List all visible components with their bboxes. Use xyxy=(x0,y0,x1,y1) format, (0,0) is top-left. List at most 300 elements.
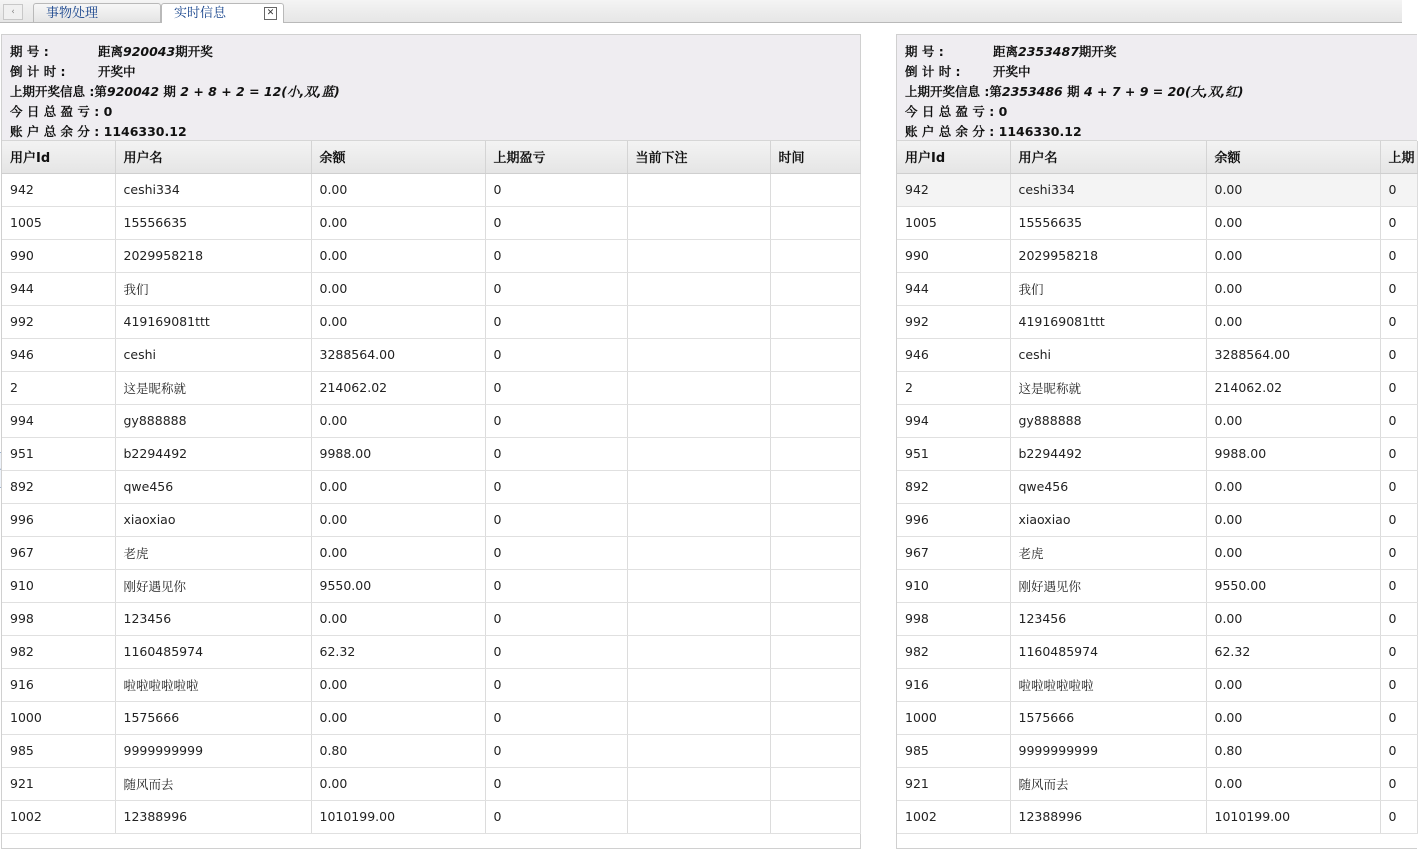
cell-balance: 9550.00 xyxy=(1206,569,1380,602)
cell-last-profit: 0 xyxy=(485,569,627,602)
lottery-panel-right xyxy=(896,34,1417,849)
table-row[interactable] xyxy=(897,668,1417,701)
cell-user-id: 985 xyxy=(897,734,1010,767)
last-draw-row xyxy=(905,82,1417,102)
cell-last-profit: 0 xyxy=(485,635,627,668)
cell-user-id: 982 xyxy=(2,635,115,668)
cell-last-profit: 0 xyxy=(485,338,627,371)
table-row[interactable] xyxy=(897,173,1417,206)
cell-balance: 0.00 xyxy=(311,602,485,635)
cell-last-profit: 0 xyxy=(1380,602,1417,635)
cell-username: 啦啦啦啦啦啦 xyxy=(1010,668,1206,701)
cell-last-profit: 0 xyxy=(485,272,627,305)
cell-time xyxy=(770,734,860,767)
last-draw-mid: 期 xyxy=(1062,84,1084,99)
cell-user-id: 951 xyxy=(897,437,1010,470)
tab-scroll-left-icon[interactable]: ‹ xyxy=(3,4,23,20)
cell-last-profit: 0 xyxy=(485,602,627,635)
countdown-row xyxy=(905,62,1417,82)
cell-time xyxy=(770,404,860,437)
cell-balance: 0.00 xyxy=(1206,503,1380,536)
cell-last-profit: 0 xyxy=(485,371,627,404)
table-row[interactable] xyxy=(2,272,860,305)
table-row[interactable] xyxy=(897,404,1417,437)
cell-user-id: 2 xyxy=(2,371,115,404)
cell-user-id: 2 xyxy=(897,371,1010,404)
period-value: 距离 xyxy=(993,44,1019,59)
cell-user-id: 985 xyxy=(2,734,115,767)
cell-balance: 62.32 xyxy=(311,635,485,668)
cell-current-bet xyxy=(627,305,770,338)
cell-balance: 0.00 xyxy=(1206,767,1380,800)
cell-balance: 9550.00 xyxy=(311,569,485,602)
cell-username: 老虎 xyxy=(115,536,311,569)
cell-username: 刚好遇见你 xyxy=(115,569,311,602)
cell-user-id: 990 xyxy=(2,239,115,272)
cell-balance: 0.00 xyxy=(1206,173,1380,206)
cell-last-profit: 0 xyxy=(485,701,627,734)
cell-balance: 214062.02 xyxy=(1206,371,1380,404)
cell-user-id: 998 xyxy=(2,602,115,635)
cell-username: 123456 xyxy=(1010,602,1206,635)
cell-balance: 0.00 xyxy=(1206,404,1380,437)
cell-last-profit: 0 xyxy=(1380,239,1417,272)
table-row[interactable] xyxy=(2,206,860,239)
cell-user-id: 944 xyxy=(897,272,1010,305)
cell-user-id: 944 xyxy=(2,272,115,305)
cell-user-id: 921 xyxy=(897,767,1010,800)
today-profit-value: 0 xyxy=(103,104,113,119)
column-header-last-profit[interactable]: 上期盈亏 xyxy=(485,141,627,173)
table-row[interactable] xyxy=(2,701,860,734)
cell-time xyxy=(770,173,860,206)
table-row[interactable] xyxy=(897,206,1417,239)
cell-balance: 0.00 xyxy=(1206,536,1380,569)
cell-balance: 0.00 xyxy=(311,404,485,437)
cell-username: 9999999999 xyxy=(1010,734,1206,767)
table-row[interactable] xyxy=(897,338,1417,371)
table-row[interactable] xyxy=(2,437,860,470)
cell-last-profit: 0 xyxy=(485,734,627,767)
last-draw-prefix: 第 xyxy=(989,84,1002,99)
cell-current-bet xyxy=(627,767,770,800)
cell-username: 随风而去 xyxy=(115,767,311,800)
balance-row xyxy=(10,122,860,142)
users-table xyxy=(897,141,1418,834)
table-row[interactable] xyxy=(897,305,1417,338)
table-row[interactable] xyxy=(897,701,1417,734)
cell-username: b2294492 xyxy=(1010,437,1206,470)
column-header-balance[interactable]: 余额 xyxy=(1206,141,1380,173)
balance-row xyxy=(905,122,1417,142)
cell-user-id: 892 xyxy=(2,470,115,503)
tab-realtime-info[interactable] xyxy=(161,3,284,23)
cell-last-profit: 0 xyxy=(1380,668,1417,701)
cell-user-id: 967 xyxy=(897,536,1010,569)
cell-username: gy888888 xyxy=(115,404,311,437)
table-row[interactable] xyxy=(2,635,860,668)
cell-user-id: 1005 xyxy=(2,206,115,239)
cell-current-bet xyxy=(627,206,770,239)
cell-last-profit: 0 xyxy=(1380,404,1417,437)
cell-last-profit: 0 xyxy=(1380,800,1417,833)
draw-info xyxy=(897,35,1417,141)
table-row[interactable] xyxy=(897,635,1417,668)
column-header-user-id[interactable]: 用户Id xyxy=(2,141,115,173)
cell-last-profit: 0 xyxy=(1380,305,1417,338)
last-draw-number: 2353486 xyxy=(1001,84,1063,99)
column-header-balance[interactable]: 余额 xyxy=(311,141,485,173)
period-suffix: 期开奖 xyxy=(175,44,213,59)
table-header-row xyxy=(897,141,1417,173)
table-row[interactable] xyxy=(2,470,860,503)
cell-current-bet xyxy=(627,404,770,437)
cell-user-id: 996 xyxy=(2,503,115,536)
column-header-last-profit[interactable]: 上期 xyxy=(1380,141,1417,173)
cell-time xyxy=(770,569,860,602)
cell-user-id: 1000 xyxy=(2,701,115,734)
cell-user-id: 946 xyxy=(2,338,115,371)
cell-balance: 0.80 xyxy=(311,734,485,767)
cell-time xyxy=(770,338,860,371)
cell-current-bet xyxy=(627,734,770,767)
table-row[interactable] xyxy=(897,569,1417,602)
last-draw-result: 4 + 7 + 9 = 20(大,双,红) xyxy=(1083,84,1244,99)
cell-username: ceshi334 xyxy=(1010,173,1206,206)
cell-user-id: 998 xyxy=(897,602,1010,635)
cell-username: 我们 xyxy=(1010,272,1206,305)
today-profit-label: 今 日 总 盈 亏 : xyxy=(10,104,100,119)
balance-label: 账 户 总 余 分 : xyxy=(10,124,100,139)
balance-value: 1146330.12 xyxy=(998,124,1082,139)
cell-current-bet xyxy=(627,800,770,833)
column-header-time[interactable]: 时间 xyxy=(770,141,860,173)
cell-balance: 9988.00 xyxy=(311,437,485,470)
cell-last-profit: 0 xyxy=(1380,767,1417,800)
users-table xyxy=(2,141,861,834)
cell-time xyxy=(770,437,860,470)
cell-user-id: 951 xyxy=(2,437,115,470)
cell-last-profit: 0 xyxy=(1380,635,1417,668)
cell-balance: 1010199.00 xyxy=(1206,800,1380,833)
table-row[interactable] xyxy=(2,668,860,701)
cell-username: 1575666 xyxy=(1010,701,1206,734)
cell-last-profit: 0 xyxy=(1380,734,1417,767)
cell-user-id: 892 xyxy=(897,470,1010,503)
cell-username: qwe456 xyxy=(1010,470,1206,503)
cell-last-profit: 0 xyxy=(485,173,627,206)
cell-username: 随风而去 xyxy=(1010,767,1206,800)
period-row xyxy=(10,42,860,62)
cell-last-profit: 0 xyxy=(1380,338,1417,371)
countdown-value: 开奖中 xyxy=(98,64,136,79)
cell-balance: 0.00 xyxy=(311,470,485,503)
cell-last-profit: 0 xyxy=(1380,536,1417,569)
cell-username: gy888888 xyxy=(1010,404,1206,437)
column-header-current-bet[interactable]: 当前下注 xyxy=(627,141,770,173)
cell-last-profit: 0 xyxy=(485,239,627,272)
table-row[interactable] xyxy=(2,371,860,404)
last-draw-mid: 期 xyxy=(159,84,181,99)
cell-last-profit: 0 xyxy=(485,800,627,833)
cell-last-profit: 0 xyxy=(1380,701,1417,734)
cell-username: 12388996 xyxy=(115,800,311,833)
cell-last-profit: 0 xyxy=(1380,569,1417,602)
cell-current-bet xyxy=(627,338,770,371)
today-profit-label: 今 日 总 盈 亏 : xyxy=(905,104,995,119)
table-row[interactable] xyxy=(2,536,860,569)
table-row[interactable] xyxy=(2,602,860,635)
draw-info xyxy=(2,35,860,141)
column-header-username[interactable]: 用户名 xyxy=(1010,141,1206,173)
cell-username: 老虎 xyxy=(1010,536,1206,569)
period-suffix: 期开奖 xyxy=(1078,44,1117,59)
cell-username: 啦啦啦啦啦啦 xyxy=(115,668,311,701)
cell-username: ceshi xyxy=(115,338,311,371)
cell-current-bet xyxy=(627,569,770,602)
table-row[interactable] xyxy=(897,536,1417,569)
table-row[interactable] xyxy=(2,173,860,206)
cell-balance: 0.00 xyxy=(1206,602,1380,635)
cell-time xyxy=(770,239,860,272)
period-label: 期 号 : xyxy=(905,44,944,59)
cell-last-profit: 0 xyxy=(1380,272,1417,305)
cell-current-bet xyxy=(627,602,770,635)
cell-user-id: 992 xyxy=(897,305,1010,338)
table-row[interactable] xyxy=(897,437,1417,470)
cell-balance: 0.00 xyxy=(311,536,485,569)
cell-balance: 214062.02 xyxy=(311,371,485,404)
table-row[interactable] xyxy=(2,734,860,767)
table-row[interactable] xyxy=(2,305,860,338)
cell-time xyxy=(770,668,860,701)
period-value: 距离 xyxy=(98,44,124,59)
countdown-row xyxy=(10,62,860,82)
close-icon[interactable]: ✕ xyxy=(264,7,277,20)
cell-username: 我们 xyxy=(115,272,311,305)
cell-time xyxy=(770,503,860,536)
cell-balance: 0.00 xyxy=(311,503,485,536)
cell-current-bet xyxy=(627,503,770,536)
cell-last-profit: 0 xyxy=(1380,173,1417,206)
cell-balance: 0.00 xyxy=(311,701,485,734)
cell-balance: 0.00 xyxy=(1206,272,1380,305)
cell-user-id: 910 xyxy=(2,569,115,602)
table-row[interactable] xyxy=(2,800,860,833)
cell-balance: 62.32 xyxy=(1206,635,1380,668)
cell-username: 1575666 xyxy=(115,701,311,734)
last-draw-row xyxy=(10,82,860,102)
period-row xyxy=(905,42,1417,62)
last-draw-result: 2 + 8 + 2 = 12(小,双,蓝) xyxy=(180,84,340,99)
cell-time xyxy=(770,470,860,503)
cell-username: ceshi xyxy=(1010,338,1206,371)
cell-user-id: 982 xyxy=(897,635,1010,668)
cell-last-profit: 0 xyxy=(485,767,627,800)
cell-last-profit: 0 xyxy=(1380,206,1417,239)
cell-username: 这是昵称就 xyxy=(115,371,311,404)
cell-user-id: 1002 xyxy=(897,800,1010,833)
cell-username: xiaoxiao xyxy=(1010,503,1206,536)
cell-last-profit: 0 xyxy=(1380,503,1417,536)
cell-last-profit: 0 xyxy=(485,404,627,437)
cell-username: 这是昵称就 xyxy=(1010,371,1206,404)
table-row[interactable] xyxy=(2,503,860,536)
cell-current-bet xyxy=(627,437,770,470)
balance-label: 账 户 总 余 分 : xyxy=(905,124,995,139)
cell-time xyxy=(770,635,860,668)
cell-user-id: 942 xyxy=(2,173,115,206)
table-row[interactable] xyxy=(2,239,860,272)
cell-username: qwe456 xyxy=(115,470,311,503)
cell-last-profit: 0 xyxy=(1380,470,1417,503)
cell-user-id: 996 xyxy=(897,503,1010,536)
table-row[interactable] xyxy=(2,569,860,602)
cell-time xyxy=(770,305,860,338)
last-draw-number: 920042 xyxy=(106,84,160,99)
cell-current-bet xyxy=(627,272,770,305)
cell-username: 1160485974 xyxy=(115,635,311,668)
cell-user-id: 994 xyxy=(897,404,1010,437)
table-row[interactable] xyxy=(897,470,1417,503)
balance-value: 1146330.12 xyxy=(103,124,187,139)
cell-current-bet xyxy=(627,470,770,503)
cell-time xyxy=(770,371,860,404)
cell-time xyxy=(770,272,860,305)
cell-user-id: 916 xyxy=(2,668,115,701)
cell-balance: 0.00 xyxy=(311,305,485,338)
cell-balance: 0.00 xyxy=(311,668,485,701)
today-profit-row xyxy=(905,102,1417,122)
table-row[interactable] xyxy=(2,338,860,371)
cell-user-id: 994 xyxy=(2,404,115,437)
cell-last-profit: 0 xyxy=(485,305,627,338)
cell-last-profit: 0 xyxy=(485,668,627,701)
cell-user-id: 916 xyxy=(897,668,1010,701)
table-row[interactable] xyxy=(897,800,1417,833)
cell-current-bet xyxy=(627,239,770,272)
cell-user-id: 946 xyxy=(897,338,1010,371)
period-label: 期 号 : xyxy=(10,44,49,59)
cell-time xyxy=(770,800,860,833)
cell-user-id: 921 xyxy=(2,767,115,800)
cell-last-profit: 0 xyxy=(485,437,627,470)
cell-username: 123456 xyxy=(115,602,311,635)
table-row[interactable] xyxy=(897,239,1417,272)
cell-user-id: 1005 xyxy=(897,206,1010,239)
cell-balance: 3288564.00 xyxy=(311,338,485,371)
cell-balance: 0.00 xyxy=(1206,206,1380,239)
cell-user-id: 942 xyxy=(897,173,1010,206)
cell-user-id: 1002 xyxy=(2,800,115,833)
period-number: 2353487 xyxy=(1018,44,1079,59)
cell-username: 419169081ttt xyxy=(1010,305,1206,338)
cell-username: 1160485974 xyxy=(1010,635,1206,668)
cell-user-id: 992 xyxy=(2,305,115,338)
cell-user-id: 910 xyxy=(897,569,1010,602)
table-row[interactable] xyxy=(897,734,1417,767)
cell-username: 刚好遇见你 xyxy=(1010,569,1206,602)
table-row[interactable] xyxy=(897,767,1417,800)
countdown-label: 倒 计 时 : xyxy=(905,64,961,79)
cell-last-profit: 0 xyxy=(1380,371,1417,404)
cell-current-bet xyxy=(627,668,770,701)
cell-balance: 9988.00 xyxy=(1206,437,1380,470)
cell-username: 15556635 xyxy=(115,206,311,239)
tab-transaction[interactable] xyxy=(33,3,161,22)
cell-balance: 0.00 xyxy=(1206,239,1380,272)
cell-current-bet xyxy=(627,701,770,734)
cell-balance: 0.00 xyxy=(311,239,485,272)
cell-current-bet xyxy=(627,173,770,206)
cell-username: ceshi334 xyxy=(115,173,311,206)
cell-username: 15556635 xyxy=(1010,206,1206,239)
lottery-panel-left xyxy=(1,34,861,849)
cell-username: xiaoxiao xyxy=(115,503,311,536)
cell-username: 2029958218 xyxy=(115,239,311,272)
last-draw-label: 上期开奖信息 : xyxy=(10,84,95,99)
cell-username: b2294492 xyxy=(115,437,311,470)
cell-time xyxy=(770,206,860,239)
cell-time xyxy=(770,701,860,734)
table-row[interactable] xyxy=(897,503,1417,536)
table-row[interactable] xyxy=(897,602,1417,635)
today-profit-value: 0 xyxy=(998,104,1008,119)
period-number: 920043 xyxy=(123,44,176,59)
cell-balance: 0.00 xyxy=(311,206,485,239)
cell-balance: 0.00 xyxy=(1206,701,1380,734)
tab-label: 实时信息 xyxy=(174,6,227,21)
cell-last-profit: 0 xyxy=(485,206,627,239)
last-draw-prefix: 第 xyxy=(94,84,107,99)
table-row[interactable] xyxy=(2,404,860,437)
cell-time xyxy=(770,602,860,635)
cell-balance: 0.00 xyxy=(311,272,485,305)
column-header-user-id[interactable]: 用户Id xyxy=(897,141,1010,173)
cell-balance: 1010199.00 xyxy=(311,800,485,833)
cell-current-bet xyxy=(627,635,770,668)
cell-last-profit: 0 xyxy=(1380,437,1417,470)
cell-balance: 0.80 xyxy=(1206,734,1380,767)
cell-balance: 0.00 xyxy=(311,767,485,800)
cell-username: 2029958218 xyxy=(1010,239,1206,272)
table-row[interactable] xyxy=(2,767,860,800)
table-header-row xyxy=(2,141,860,173)
cell-balance: 0.00 xyxy=(311,173,485,206)
cell-balance: 3288564.00 xyxy=(1206,338,1380,371)
cell-last-profit: 0 xyxy=(485,503,627,536)
tab-label: 事物处理 xyxy=(46,6,99,21)
today-profit-row xyxy=(10,102,860,122)
cell-current-bet xyxy=(627,536,770,569)
countdown-label: 倒 计 时 : xyxy=(10,64,66,79)
countdown-value: 开奖中 xyxy=(993,64,1031,79)
cell-balance: 0.00 xyxy=(1206,668,1380,701)
cell-last-profit: 0 xyxy=(485,470,627,503)
cell-balance: 0.00 xyxy=(1206,305,1380,338)
cell-username: 12388996 xyxy=(1010,800,1206,833)
last-draw-label: 上期开奖信息 : xyxy=(905,84,990,99)
cell-user-id: 967 xyxy=(2,536,115,569)
column-header-username[interactable]: 用户名 xyxy=(115,141,311,173)
cell-last-profit: 0 xyxy=(485,536,627,569)
cell-username: 419169081ttt xyxy=(115,305,311,338)
cell-user-id: 1000 xyxy=(897,701,1010,734)
cell-current-bet xyxy=(627,371,770,404)
table-row[interactable] xyxy=(897,371,1417,404)
table-row[interactable] xyxy=(897,272,1417,305)
cell-time xyxy=(770,767,860,800)
